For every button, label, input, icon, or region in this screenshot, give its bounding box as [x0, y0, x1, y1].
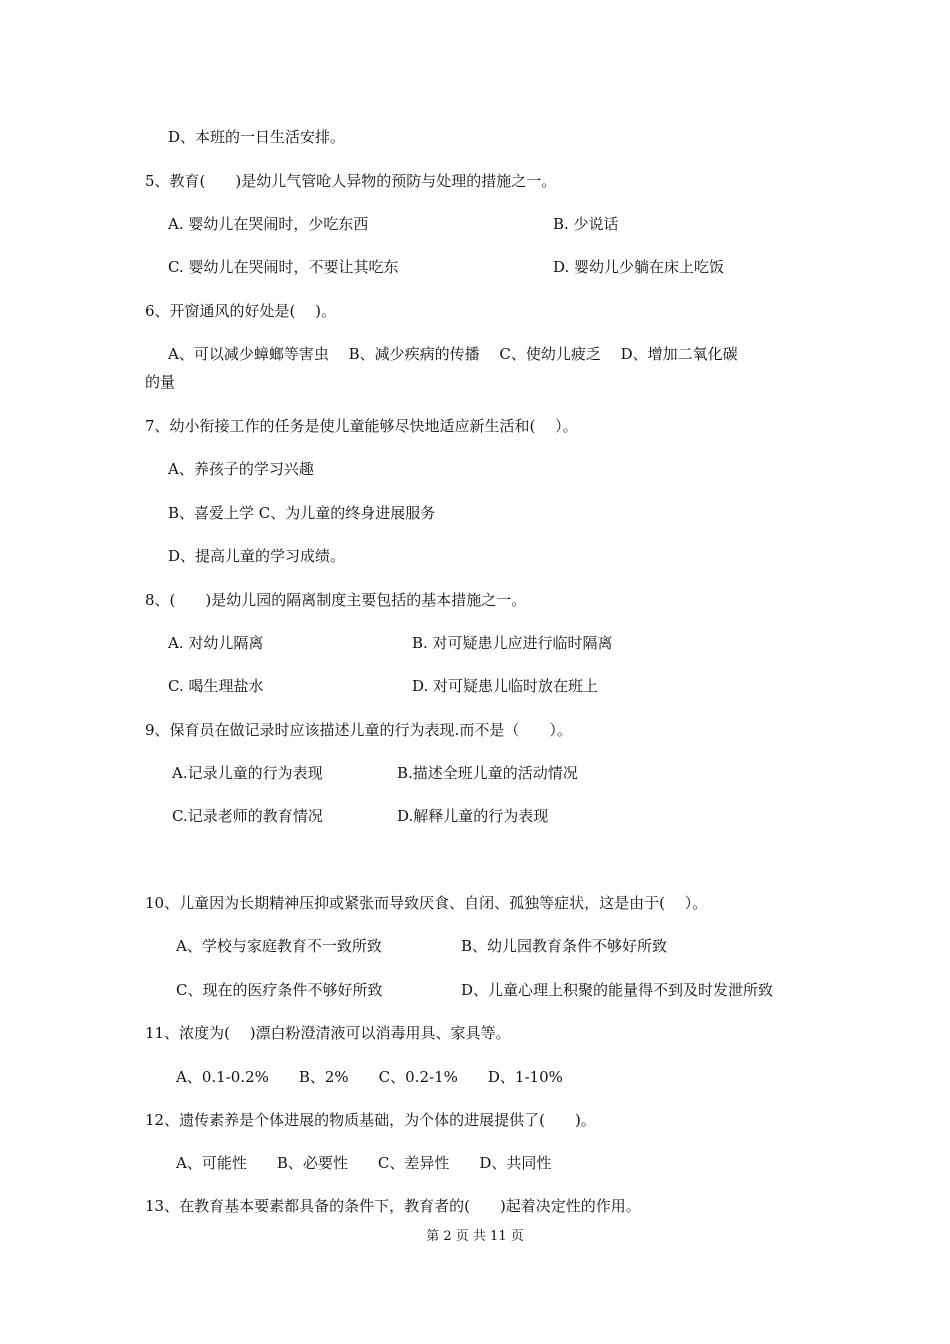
q12-options: A、可能性 B、必要性 C、差异性 D、共同性 — [176, 1154, 552, 1172]
q10-option-a: A、学校与家庭教育不一致所致 — [176, 937, 382, 955]
question-11: 11、浓度为( )漂白粉澄清液可以消毒用具、家具等。 — [145, 1024, 511, 1042]
q8-option-b: B. 对可疑患儿应进行临时隔离 — [412, 634, 613, 652]
q5-option-a: A. 婴幼儿在哭闹时，少吃东西 — [168, 215, 369, 233]
q7-option-a: A、养孩子的学习兴趣 — [168, 460, 314, 478]
question-7: 7、幼小衔接工作的任务是使儿童能够尽快地适应新生活和( ）。 — [145, 417, 578, 435]
question-5: 5、教育( )是幼儿气管呛人异物的预防与处理的措施之一。 — [145, 172, 557, 190]
question-6: 6、开窗通风的好处是( )。 — [145, 302, 337, 320]
question-12: 12、遗传素养是个体进展的物质基础，为个体的进展提供了( )。 — [145, 1111, 596, 1129]
q10-option-b: B、幼儿园教育条件不够好所致 — [461, 937, 668, 955]
q9-option-c: C.记录老师的教育情况 — [172, 807, 323, 825]
q7-option-bc: B、喜爱上学 C、为儿童的终身进展服务 — [168, 504, 436, 522]
q4-option-d: D、本班的一日生活安排。 — [168, 128, 346, 146]
q9-option-a: A.记录儿童的行为表现 — [172, 764, 323, 782]
q11-options: A、0.1-0.2% B、2% C、0.2-1% D、1-10% — [176, 1068, 563, 1086]
q9-option-d: D.解释儿童的行为表现 — [397, 807, 549, 825]
q8-option-d: D. 对可疑患儿临时放在班上 — [412, 677, 599, 695]
q5-option-b: B. 少说话 — [553, 215, 619, 233]
q9-option-b: B.描述全班儿童的活动情况 — [397, 764, 578, 782]
question-9: 9、保育员在做记录时应该描述儿童的行为表现.而不是（ ）。 — [145, 721, 572, 739]
page-footer: 第 2 页 共 11 页 — [426, 1229, 524, 1244]
q7-option-d: D、提高儿童的学习成绩。 — [168, 547, 346, 565]
q10-option-d: D、儿童心理上积聚的能量得不到及时发泄所致 — [461, 981, 774, 999]
q5-option-d: D. 婴幼儿少躺在床上吃饭 — [553, 258, 725, 276]
q10-option-c: C、现在的医疗条件不够好所致 — [176, 981, 383, 999]
question-13: 13、在教育基本要素都具备的条件下，教育者的( )起着决定性的作用。 — [145, 1197, 641, 1215]
question-10: 10、儿童因为长期精神压抑或紧张而导致厌食、自闭、孤独等症状，这是由于( ）。 — [145, 894, 708, 912]
q8-option-c: C. 喝生理盐水 — [168, 677, 264, 695]
question-8: 8、( )是幼儿园的隔离制度主要包括的基本措施之一。 — [145, 591, 527, 609]
q5-option-c: C. 婴幼儿在哭闹时，不要让其吃东 — [168, 258, 399, 276]
q6-options: A、可以减少蟑螂等害虫 B、减少疾病的传播 C、使幼儿疲乏 D、增加二氧化碳 — [168, 345, 738, 363]
q6-options-continued: 的量 — [145, 373, 176, 391]
q8-option-a: A. 对幼儿隔离 — [168, 634, 264, 652]
